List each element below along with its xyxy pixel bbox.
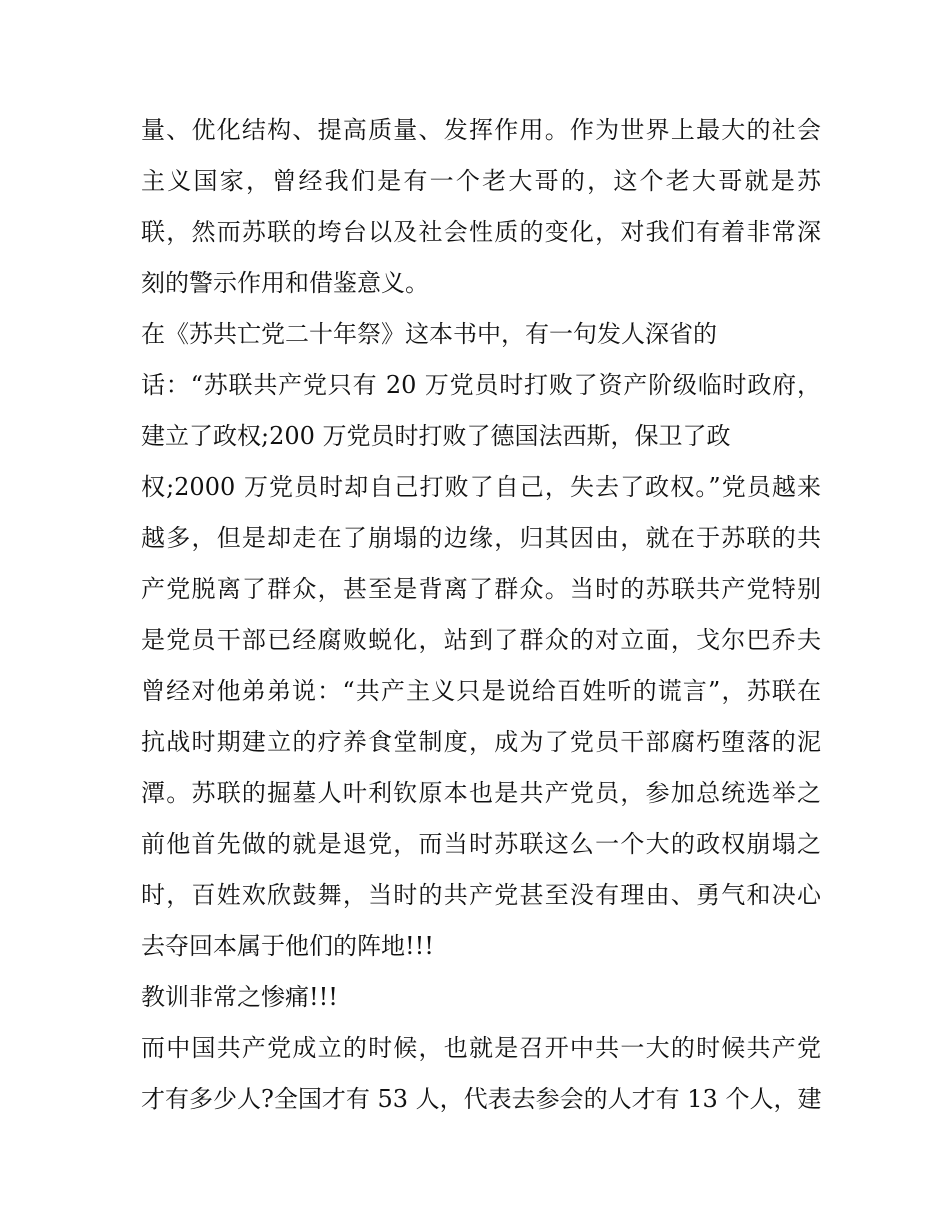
text-line: 才有多少人?全国才有 53 人，代表去参会的人才有 13 个人，建 (141, 1085, 821, 1113)
text-line: 潭。苏联的掘墓人叶利钦原本也是共产党员，参加总统选举之 (141, 779, 821, 807)
text-line: 而中国共产党成立的时候，也就是召开中共一大的时候共产党 (141, 1034, 821, 1062)
text-line: 前他首先做的就是退党，而当时苏联这么一个大的政权崩塌之 (141, 830, 821, 858)
text-line: 产党脱离了群众，甚至是背离了群众。当时的苏联共产党特别 (141, 575, 821, 603)
text-line: 曾经对他弟弟说：“共产主义只是说给百姓听的谎言”，苏联在 (141, 677, 821, 705)
text-line: 建立了政权;200 万党员时打败了德国法西斯，保卫了政 (141, 422, 731, 450)
text-line: 话：“苏联共产党只有 20 万党员时打败了资产阶级临时政府， (141, 371, 821, 399)
text-line: 刻的警示作用和借鉴意义。 (141, 269, 429, 297)
text-line: 联，然而苏联的垮台以及社会性质的变化，对我们有着非常深 (141, 218, 821, 246)
text-line: 量、优化结构、提高质量、发挥作用。作为世界上最大的社会 (141, 116, 821, 144)
text-line: 去夺回本属于他们的阵地!!! (141, 932, 434, 960)
text-line: 越多，但是却走在了崩塌的边缘，归其因由，就在于苏联的共 (141, 524, 821, 552)
text-line: 教训非常之惨痛!!! (141, 983, 338, 1011)
text-line: 是党员干部已经腐败蜕化，站到了群众的对立面，戈尔巴乔夫 (141, 626, 821, 654)
body-text (141, 105, 821, 1125)
text-line: 主义国家，曾经我们是有一个老大哥的，这个老大哥就是苏 (141, 167, 821, 195)
text-line: 时，百姓欢欣鼓舞，当时的共产党甚至没有理由、勇气和决心 (141, 881, 821, 909)
text-line: 权;2000 万党员时却自己打败了自己，失去了政权。”党员越来 (141, 473, 821, 501)
text-line: 抗战时期建立的疗养食堂制度，成为了党员干部腐朽堕落的泥 (141, 728, 821, 756)
text-line: 在《苏共亡党二十年祭》这本书中，有一句发人深省的 (141, 320, 717, 348)
